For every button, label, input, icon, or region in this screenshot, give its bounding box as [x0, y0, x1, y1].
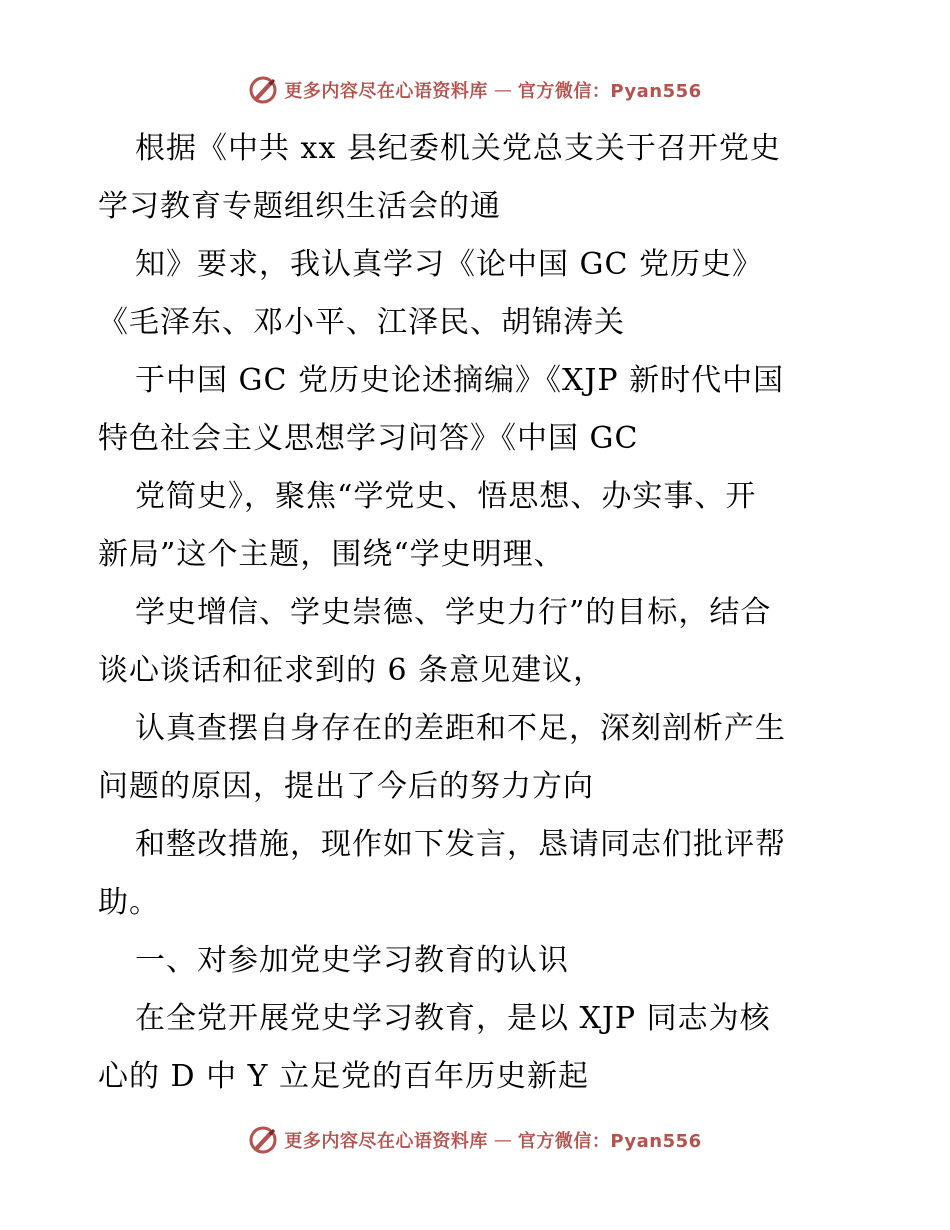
banner-separator: —: [493, 79, 512, 101]
body-line: 《毛泽东、邓小平、江泽民、胡锦涛关: [98, 305, 625, 340]
body-line: 助。: [98, 885, 160, 920]
document-body: [98, 120, 858, 1106]
body-line: 学习教育专题组织生活会的通: [98, 189, 501, 224]
header-banner: [0, 70, 950, 110]
body-line: 心的 D 中 Y 立足党的百年历史新起: [98, 1059, 590, 1094]
body-line: 学史增信、学史崇德、学史力行”的目标，结合: [135, 595, 772, 630]
footer-banner: [0, 1120, 950, 1160]
banner-text: 更多内容尽在心语资料库: [284, 81, 488, 102]
brush-logo-icon: [248, 1125, 278, 1155]
banner-text: 更多内容尽在心语资料库: [284, 1131, 488, 1152]
body-line: 特色社会主义思想学习问答》《中国 GC: [98, 421, 639, 456]
banner-contact: 官方微信：Pyan556: [517, 81, 702, 102]
body-line: 党简史》，聚焦“学党史、悟思想、办实事、开: [135, 479, 757, 514]
body-line: 根据《中共 xx 县纪委机关党总支关于召开党史: [135, 131, 781, 166]
body-line: 于中国 GC 党历史论述摘编》《XJP 新时代中国: [135, 363, 785, 398]
body-line: 知》要求，我认真学习《论中国 GC 党历史》: [135, 247, 763, 282]
banner-contact: 官方微信：Pyan556: [517, 1131, 702, 1152]
section-heading: 一、对参加党史学习教育的认识: [135, 943, 569, 978]
banner-separator: —: [493, 1129, 512, 1151]
body-line: 谈心谈话和征求到的 6 条意见建议，: [98, 653, 605, 688]
body-line: 在全党开展党史学习教育，是以 XJP 同志为核: [135, 1001, 771, 1036]
brush-logo-icon: [248, 75, 278, 105]
body-line: 新局”这个主题，围绕“学史明理、: [98, 537, 565, 572]
body-line: 认真查摆自身存在的差距和不足，深刻剖析产生: [135, 711, 786, 746]
body-line: 问题的原因，提出了今后的努力方向: [98, 769, 594, 804]
body-line: 和整改措施，现作如下发言，恳请同志们批评帮: [135, 827, 786, 862]
